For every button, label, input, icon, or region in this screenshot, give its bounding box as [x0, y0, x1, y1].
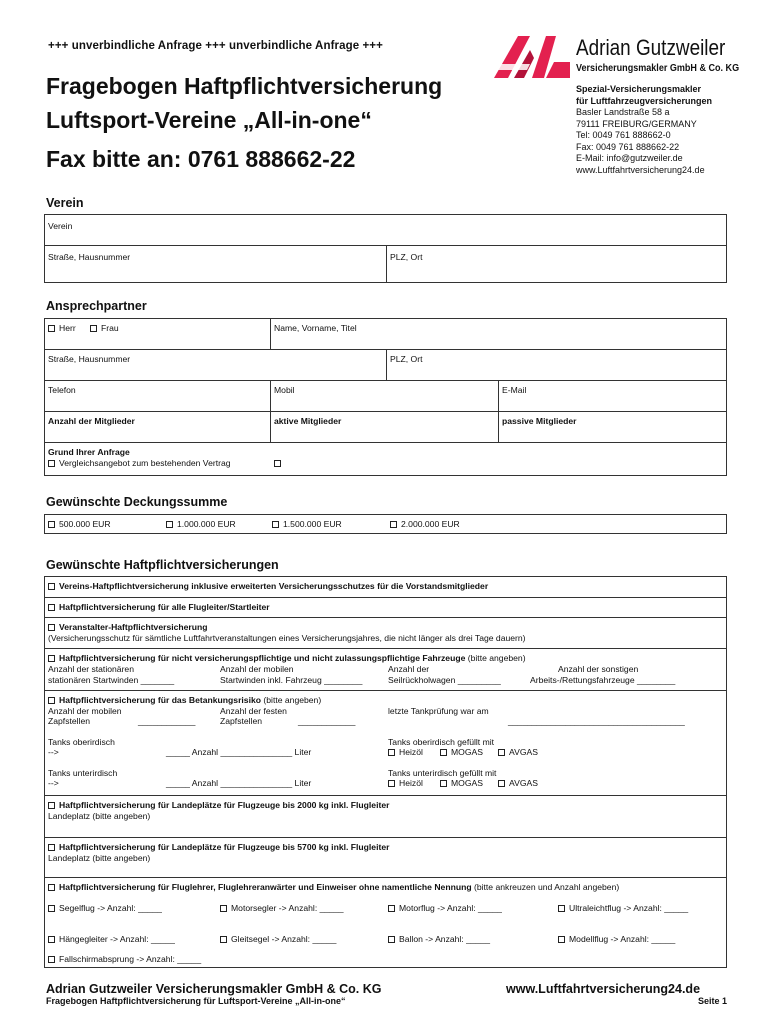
bt-pruefung-input[interactable]: _____________________________________	[508, 716, 685, 726]
landeplatz-note-5700[interactable]: Landeplatz (bitte angeben)	[48, 853, 151, 863]
section-heading-haftpflicht: Gewünschte Haftpflichtversicherungen	[46, 558, 279, 572]
contact-fax: Fax: 0049 761 888662-22	[576, 141, 680, 152]
page-number: Seite 1	[698, 996, 728, 1006]
bt-fest-a: Anzahl der festen	[220, 706, 287, 716]
landeplaetze-5700-label: Haftpflichtversicherung für Landeplätze für Flugzeuge bis 5700 kg inkl. Flugleiter	[59, 842, 390, 852]
checkbox-herr[interactable]	[48, 323, 76, 333]
bt-pruefung-label: letzte Tankprüfung war am	[388, 706, 489, 716]
footer-company: Adrian Gutzweiler Versicherungsmakler GmbH & Co. KG	[46, 982, 382, 996]
fz-col4-b[interactable]: Arbeits-/Rettungsfahrzeuge ________	[530, 675, 676, 685]
betankung-label: Haftpflichtversicherung für das Betankungsrisiko	[59, 695, 261, 705]
contact-email: E-Mail: info@gutzweiler.de	[576, 153, 683, 163]
deckung-label: 1.000.000 EUR	[177, 519, 236, 529]
gefuellt-ober-label: Tanks oberirdisch gefüllt mit	[388, 737, 495, 747]
fz-col2-b[interactable]: Startwinden inkl. Fahrzeug ________	[220, 675, 363, 685]
herr-label: Herr	[59, 323, 76, 333]
modellflug-label: Modellflug -> Anzahl: _____	[569, 934, 676, 944]
field-mobil[interactable]: Mobil	[274, 385, 295, 395]
section-heading-verein: Verein	[46, 196, 84, 210]
brand-subtitle: Versicherungsmakler GmbH & Co. KG	[576, 62, 740, 74]
checkbox-veranstalter[interactable]	[48, 622, 208, 632]
contact-line: Spezial-Versicherungsmakler	[576, 84, 702, 94]
page-title: Fragebogen Haftpflichtversicherung	[46, 73, 443, 99]
bt-fest-b: Zapfstellen	[220, 716, 263, 726]
motorflug-label: Motorflug -> Anzahl: _____	[399, 903, 502, 913]
fz-col2-a: Anzahl der mobilen	[220, 664, 294, 674]
veranstalter-label: Veranstalter-Haftpflichtversicherung	[59, 622, 208, 632]
flugleiter-label: Haftpflichtversicherung für alle Flugleiter/Startleiter	[59, 602, 270, 612]
field-telefon[interactable]: Telefon	[48, 385, 76, 395]
fz-col3-b[interactable]: Seilrückholwagen _________	[388, 675, 501, 685]
tanks-ober-arrow: -->	[48, 747, 59, 757]
tanks-ober-label: Tanks oberirdisch	[48, 737, 115, 747]
landeplatz-note-2000[interactable]: Landeplatz (bitte angeben)	[48, 811, 151, 821]
checkbox-deckung-500k[interactable]	[48, 519, 111, 529]
section-heading-ansprechpartner: Ansprechpartner	[46, 299, 147, 313]
checkbox-vereins-haftpflicht[interactable]	[48, 581, 488, 591]
deckung-label: 2.000.000 EUR	[401, 519, 460, 529]
checkbox-deckung-2m[interactable]	[390, 519, 460, 529]
avgas-label: AVGAS	[509, 747, 538, 757]
deckung-box	[44, 514, 727, 534]
fz-col3-a: Anzahl der	[388, 664, 430, 674]
checkbox-unter-heizoel[interactable]	[388, 778, 423, 788]
checkbox-ultraleicht[interactable]	[558, 903, 688, 913]
fax-line: Fax bitte an: 0761 888662-22	[46, 146, 356, 172]
tanks-unter-anzahl[interactable]: _____ Anzahl _______________ Liter	[166, 778, 312, 788]
checkbox-ballon[interactable]	[388, 934, 490, 944]
deckung-label: 1.500.000 EUR	[283, 519, 342, 529]
field-name[interactable]: Name, Vorname, Titel	[274, 323, 357, 333]
tanks-unter-arrow: -->	[48, 778, 59, 788]
bt-mobil-input[interactable]: ____________	[138, 716, 196, 726]
checkbox-fahrzeuge[interactable]	[48, 653, 526, 663]
fz-col1-b[interactable]: stationären Startwinden _______	[48, 675, 175, 685]
field-aktive[interactable]: aktive Mitglieder	[274, 416, 342, 426]
contact-address: Basler Landstraße 58 a	[576, 107, 670, 117]
ultraleicht-label: Ultraleichtflug -> Anzahl: _____	[569, 903, 689, 913]
vereins-label: Vereins-Haftpflichtversicherung inklusive erweiterten Versicherungsschutzes für die Vorstandsmitglieder	[59, 581, 489, 591]
fz-col4-a: Anzahl der sonstigen	[558, 664, 639, 674]
footer-website[interactable]: www.Luftfahrtversicherung24.de	[506, 982, 701, 996]
field-plz[interactable]: PLZ, Ort	[390, 252, 423, 262]
page-subtitle: Luftsport-Vereine „All-in-one“	[46, 107, 372, 133]
checkbox-motorflug[interactable]	[388, 903, 502, 913]
checkbox-haengegleiter[interactable]	[48, 934, 175, 944]
bt-mobil-b: Zapfstellen	[48, 716, 91, 726]
checkbox-landeplaetze-2000[interactable]	[48, 800, 389, 810]
gefuellt-unter-label: Tanks unterirdisch gefüllt mit	[388, 768, 497, 778]
field-passive[interactable]: passive Mitglieder	[502, 416, 577, 426]
checkbox-motorsegler[interactable]	[220, 903, 344, 913]
frau-label: Frau	[101, 323, 119, 333]
gleitsegel-label: Gleitsegel -> Anzahl: _____	[231, 934, 337, 944]
fluglehrer-label: Haftpflichtversicherung für Fluglehrer, Fluglehreranwärter und Einweiser ohne namentliche Nennung	[59, 882, 472, 892]
field-email[interactable]: E-Mail	[502, 385, 527, 395]
checkbox-ober-avgas[interactable]	[498, 747, 538, 757]
fz-col1-a: Anzahl der stationären	[48, 664, 134, 674]
checkbox-deckung-1-5m[interactable]	[272, 519, 342, 529]
contact-phone: Tel: 0049 761 888662-0	[576, 130, 671, 140]
fluglehrer-note: (bitte ankreuzen und Anzahl angeben)	[473, 882, 620, 892]
heizoel-label: Heizöl	[399, 747, 423, 757]
checkbox-fallschirm[interactable]	[48, 954, 201, 964]
betankung-note: (bitte angeben)	[263, 695, 322, 705]
grund-label: Grund Ihrer Anfrage	[48, 447, 130, 457]
checkbox-frau[interactable]	[90, 323, 119, 333]
brand-name: Adrian Gutzweiler	[576, 35, 726, 60]
checkbox-flugleiter[interactable]	[48, 602, 270, 612]
checkbox-unter-avgas[interactable]	[498, 778, 538, 788]
checkbox-modellflug[interactable]	[558, 934, 675, 944]
motorsegler-label: Motorsegler -> Anzahl: _____	[231, 903, 344, 913]
banner-text: +++ unverbindliche Anfrage +++ unverbindliche Anfrage +++	[48, 40, 383, 52]
checkbox-gleitsegel[interactable]	[220, 934, 336, 944]
checkbox-betankung[interactable]	[48, 695, 321, 705]
tanks-ober-anzahl[interactable]: _____ Anzahl _______________ Liter	[166, 747, 312, 757]
fahrzeuge-label: Haftpflichtversicherung für nicht versicherungspflichtige und nicht zulassungspflichtige Fahrzeuge	[59, 653, 466, 663]
checkbox-ober-heizoel[interactable]	[388, 747, 423, 757]
landeplaetze-2000-label: Haftpflichtversicherung für Landeplätze für Flugzeuge bis 2000 kg inkl. Flugleiter	[59, 800, 390, 810]
checkbox-landeplaetze-5700[interactable]	[48, 842, 389, 852]
bt-fest-input[interactable]: ____________	[298, 716, 356, 726]
footer-subtitle: Fragebogen Haftpflichtversicherung für Luftsport-Vereine „All-in-one“	[46, 996, 346, 1006]
contact-line: für Luftfahrzeugversicherungen	[576, 95, 713, 106]
fahrzeuge-note: (bitte angeben)	[467, 653, 526, 663]
mogas-label: MOGAS	[451, 778, 483, 788]
field-strasse[interactable]: Straße, Hausnummer	[48, 252, 131, 262]
company-logo-icon	[494, 32, 570, 78]
deckung-label: 500.000 EUR	[59, 519, 111, 529]
contact-block	[576, 84, 712, 176]
checkbox-other[interactable]	[274, 458, 285, 468]
checkbox-unter-mogas[interactable]	[440, 778, 483, 788]
veranstalter-note: (Versicherungsschutz für sämtliche Luftfahrtveranstaltungen eines Versicherungsjahres, die nicht länger als drei Tage dauern)	[48, 633, 526, 643]
heizoel-label: Heizöl	[399, 778, 423, 788]
bt-mobil-a: Anzahl der mobilen	[48, 706, 122, 716]
tanks-unter-label: Tanks unterirdisch	[48, 768, 118, 778]
haengegleiter-label: Hängegleiter -> Anzahl: _____	[59, 934, 175, 944]
fallschirm-label: Fallschirmabsprung -> Anzahl: _____	[59, 954, 202, 964]
field-mitglieder[interactable]: Anzahl der Mitglieder	[48, 416, 135, 426]
field-verein[interactable]: Verein	[48, 221, 73, 231]
checkbox-vergleich[interactable]	[48, 458, 231, 468]
checkbox-fluglehrer[interactable]	[48, 882, 619, 892]
vergleich-label: Vergleichsangebot zum bestehenden Vertrag	[59, 458, 231, 468]
field-strasse[interactable]: Straße, Hausnummer	[48, 354, 131, 364]
segelflug-label: Segelflug -> Anzahl: _____	[59, 903, 162, 913]
ballon-label: Ballon -> Anzahl: _____	[399, 934, 491, 944]
ansprechpartner-box	[44, 318, 727, 476]
checkbox-segelflug[interactable]	[48, 903, 162, 913]
mogas-label: MOGAS	[451, 747, 483, 757]
contact-city: 79111 FREIBURG/GERMANY	[576, 118, 697, 129]
section-heading-deckung: Gewünschte Deckungssumme	[46, 495, 228, 509]
contact-website: www.Luftfahrtversicherung24.de	[576, 164, 705, 175]
checkbox-deckung-1m[interactable]	[166, 519, 236, 529]
avgas-label: AVGAS	[509, 778, 538, 788]
field-plz[interactable]: PLZ, Ort	[390, 354, 423, 364]
checkbox-ober-mogas[interactable]	[440, 747, 483, 757]
